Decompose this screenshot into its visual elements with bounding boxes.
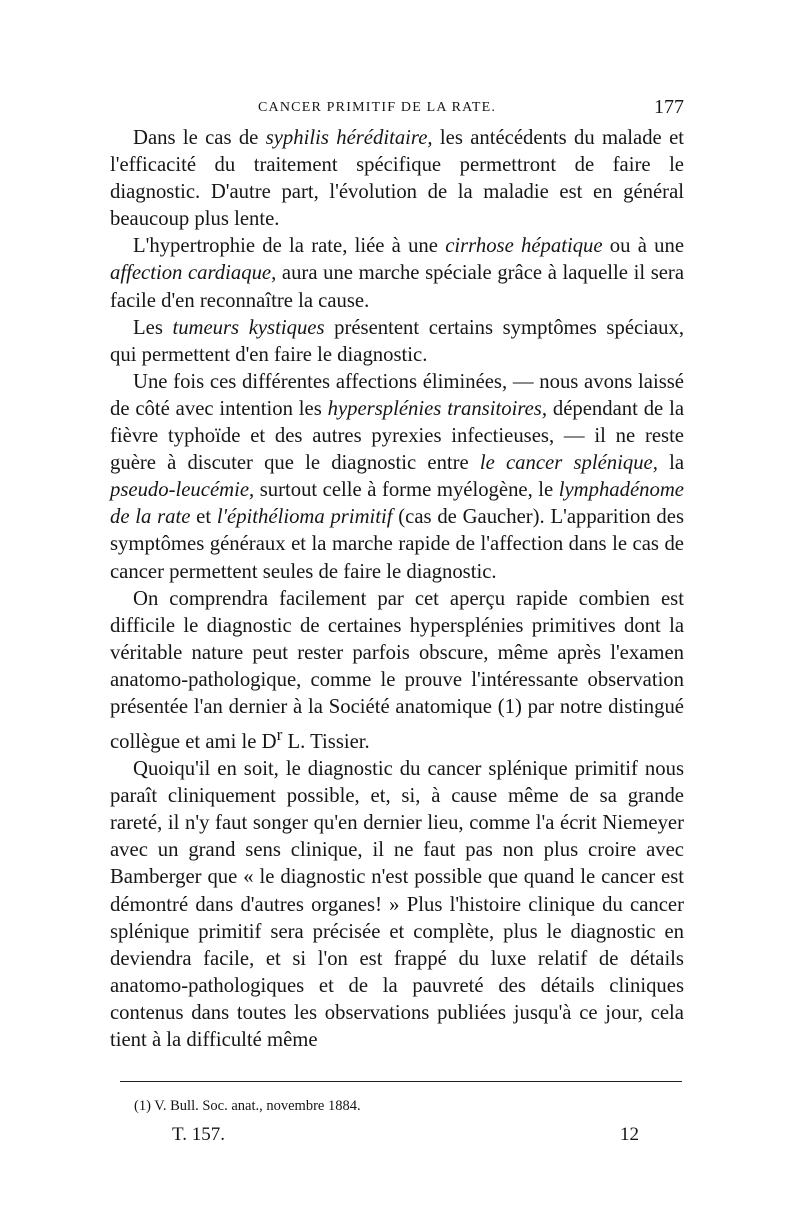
text-run: L'hypertrophie de la rate, liée à une bbox=[133, 235, 446, 258]
text-run: On comprendra facilement par cet aperçu rapide combien est difficile le diagnostic de certaines hypersplénies primitives dont la véritable nature peut rester parfois obscure, même après l'examen anatomo-pathologique, comme le prouve l'intéressante observation présentée l'an dernier à la Société anatomique (1) par notre distingué collègue et ami le D bbox=[110, 587, 684, 753]
italic-text: lymphadénome de la rate bbox=[110, 479, 684, 529]
text-run: Les bbox=[133, 316, 173, 339]
italic-text: cirrhose hépatique bbox=[445, 235, 603, 258]
footnote-rule bbox=[120, 1081, 682, 1082]
text-run: et bbox=[190, 506, 217, 529]
paragraph bbox=[110, 756, 684, 1054]
paragraph bbox=[110, 586, 684, 756]
footnote: (1) V. Bull. Soc. anat., novembre 1884. bbox=[134, 1098, 361, 1114]
text-run: Dans le cas de bbox=[133, 127, 266, 149]
text-run: les antécédents du malade et l'efficacité du traitement spécifique permettront de faire le diagnostic. D'autre part, l'évolution de la maladie est en général beaucoup plus lente. bbox=[110, 127, 684, 231]
text-run: Une fois ces différentes affections éliminées, — nous avons laissé de côté avec intention les bbox=[110, 370, 684, 420]
paragraph bbox=[110, 369, 684, 586]
sheet-number: 12 bbox=[620, 1124, 639, 1145]
italic-text: tumeurs kystiques bbox=[172, 316, 325, 339]
italic-text: affection cardiaque, bbox=[110, 262, 277, 285]
italic-text: le cancer splénique, bbox=[479, 452, 658, 475]
text-run: dépendant de la fièvre typhoïde et des autres pyrexies infectieuses, — il ne reste guère à discuter que le diagnostic entre bbox=[110, 397, 685, 475]
printer-signature: T. 157. bbox=[172, 1124, 225, 1145]
italic-text: syphilis héréditaire, bbox=[265, 127, 433, 149]
italic-text: pseudo-leucémie, bbox=[110, 479, 255, 502]
text-run: L. Tissier. bbox=[282, 730, 370, 753]
paragraph bbox=[110, 233, 684, 314]
text-run: surtout celle à forme myélogène, le bbox=[254, 479, 559, 502]
italic-text: l'épithélioma primitif bbox=[216, 506, 393, 529]
paragraph bbox=[110, 315, 684, 369]
text-run: la bbox=[657, 452, 684, 475]
text-run: ou à une bbox=[602, 235, 684, 258]
running-head bbox=[110, 96, 684, 122]
text-run: présentent certains symptômes spéciaux, qui permettent d'en faire le diagnostic. bbox=[110, 316, 684, 366]
text-run: (cas de Gaucher). L'apparition des symptômes généraux et la marche rapide de l'affection dans le cas de cancer permettent seules de faire le diagnostic. bbox=[110, 506, 685, 583]
text-run: Quoiqu'il en soit, le diagnostic du cancer splénique primitif nous paraît cliniquement possible, et, si, à cause même de sa grande rareté, il n'y faut songer qu'en dernier lieu, comme l'a écrit Niemeyer avec un grand sens clinique, il ne faut pas non plus croire avec Bamberger que « le diagnostic n'est possible que quand le cancer est démontré dans d'autres organes! » Plus l'histoire clinique du cancer splénique primitif sera précisée et complète, plus le diagnostic en deviendra facile, et si l'on est frappé du luxe relatif de détails anatomo-pathologiques et de la pauvreté des détails cliniques contenus dans toutes les observations publiées jusqu'à ce jour, cela tient à la difficulté même bbox=[110, 758, 684, 1051]
superscript-text: r bbox=[276, 725, 283, 745]
page-number: 177 bbox=[654, 96, 684, 118]
paragraph bbox=[110, 125, 684, 233]
running-title: CANCER PRIMITIF DE LA RATE. bbox=[258, 100, 497, 115]
italic-text: hypersplénies transitoires, bbox=[327, 397, 548, 420]
text-run: aura une marche spéciale grâce à laquelle il sera facile d'en reconnaître la cause. bbox=[110, 262, 685, 312]
body-text bbox=[110, 125, 684, 1054]
